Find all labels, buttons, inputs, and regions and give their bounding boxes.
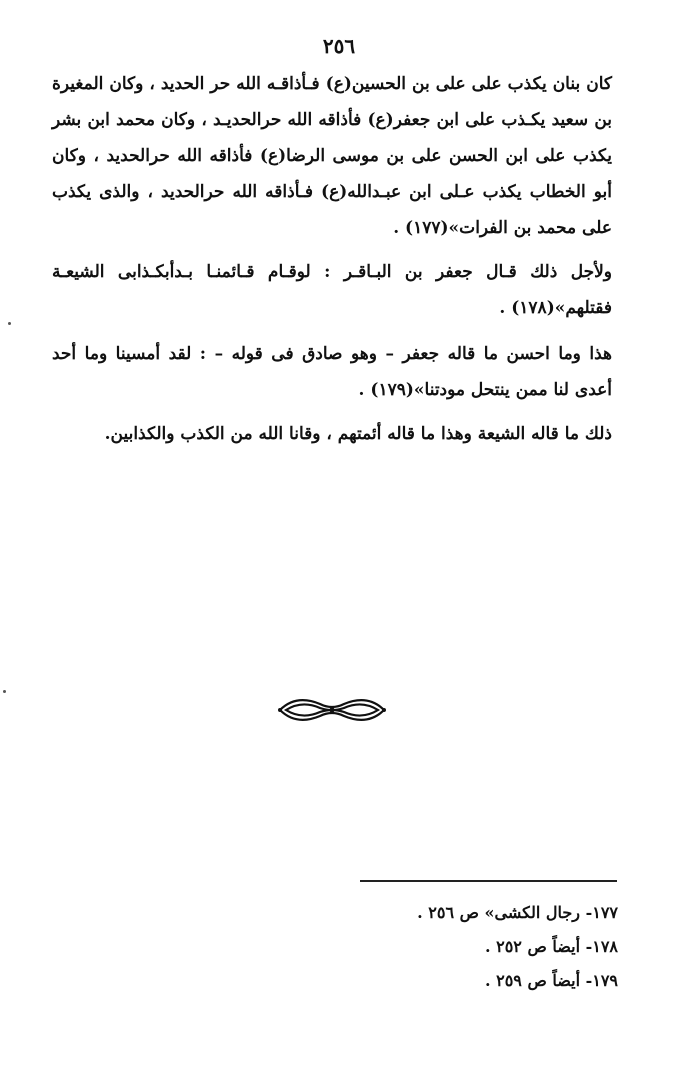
section-divider-ornament-icon: [276, 690, 388, 730]
footnote-178: ١٧٨- أيضاً ص ٢٥٢ .: [484, 937, 618, 956]
scan-speck: [8, 322, 11, 325]
footnote-177: ١٧٧- رجال الكشى» ص ٢٥٦ .: [417, 903, 618, 922]
paragraph-4: ذلك ما قاله الشيعة وهذا ما قاله أئمتهم ، وقانا الله من الكذب والكذابين.: [104, 424, 612, 444]
scan-speck: [3, 690, 6, 693]
paragraph-3: هذا وما احسن ما قاله جعفر – وهو صادق فى قوله – : لقد أمسينا وما أحد أعدى لنا ممن ينتحل مودتنا»(١٧٩) .: [52, 344, 612, 400]
body-text: [52, 66, 612, 460]
footnote-separator: [360, 880, 617, 882]
footnotes: [300, 896, 618, 998]
paragraph-2: ولأجل ذلك قـال جعفر بن البـاقـر : لوقـام قـائمنـا بـدأبكـذابى الشيعـة فقتلهم»(١٧٨) .: [52, 262, 612, 318]
footnote-179: ١٧٩- أيضاً ص ٢٥٩ .: [484, 971, 618, 990]
paragraph-1: كان بنان يكذب على على بن الحسين(ع) فـأذاقـه الله حر الحديد ، وكان المغيرة بن سعيد يكـذب على ابن جعفر(ع) فأذاقه الله حرالحديـد ، وكان محمد ابن بشر يكذب على ابن الحسن على بن موسى الرضا(ع) فأذاقه الله حرالحديد ، وكان أبو الخطاب يكذب عـلى ابن عبـدالله(ع) فـأذاقه الله حرالحديد ، والذى يكذب على محمد بن الفرات»(١٧٧) .: [52, 74, 612, 238]
page-number: ٢٥٦: [322, 34, 356, 58]
